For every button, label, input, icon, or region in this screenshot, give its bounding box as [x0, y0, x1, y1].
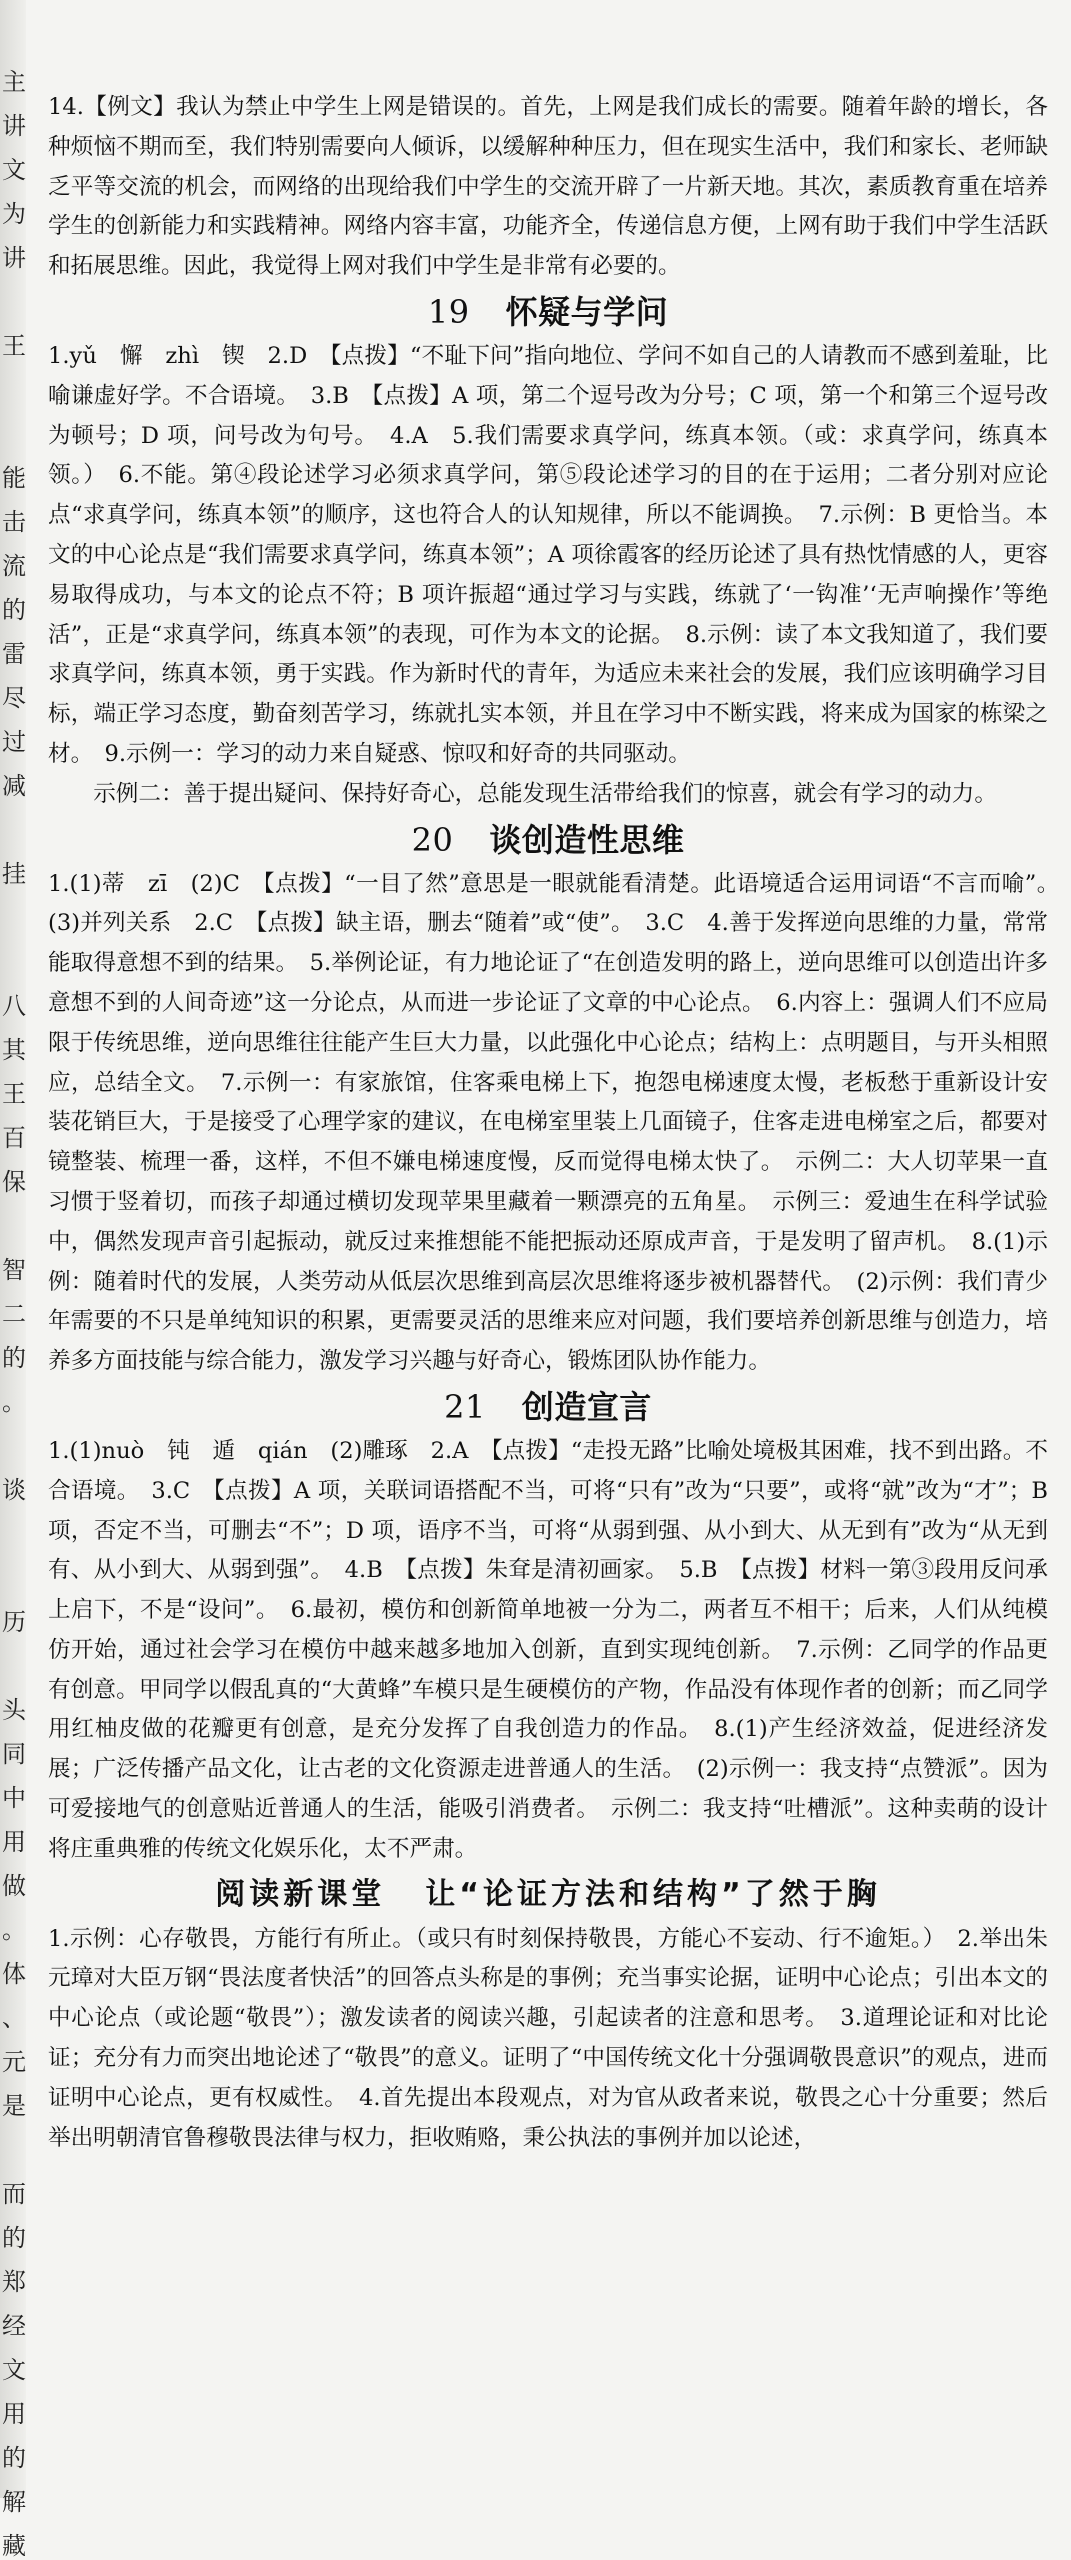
margin-char: 藏: [2, 2532, 26, 2560]
margin-char: 讲: [2, 244, 26, 272]
answer-paragraph-p20: 1.(1)蒂 zī (2)C 【点拨】“一目了然”意思是一眼就能看清楚。此语境适合运用词语“不言而喻”。 (3)并列关系 2.C 【点拨】缺主语，删去“随着”或“使”。 3.C 4.善于发挥逆向思维的力量，常常能取得意想不到的结果。 5.举例论证，有力地论证了“在创造发明的路上，逆向思维可以创造出许多意想不到的人间奇迹”这一分论点，从而进一步论证了文章的中心论点。 6.内容上：强调人们不应局限于传统思维，逆向思维往往能产生巨大力量，以此强化中心论点；结构上：点明题目，与开头相照应，总结全文。 7.示例一：有家旅馆，住客乘电梯上下，抱怨电梯速度太慢，老板愁于重新设计安装花销巨大，于是接受了心理学家的建议，在电梯室里装上几面镜子，住客走进电梯室之后，都要对镜整装、梳理一番，这样，不但不嫌电梯速度慢，反而觉得电梯太快了。 示例二：大人切苹果一直习惯于竖着切，而孩子却通过横切发现苹果里藏着一颗漂亮的五角星。 示例三：爱迪生在科学试验中，偶然发现声音引起振动，就反过来推想能不能把振动还原成声音，于是发明了留声机。 8.(1)示例：随着时代的发展，人类劳动从低层次思维到高层次思维将逐步被机器替代。 (2)示例：我们青少年需要的不只是单纯知识的积累，更需要灵活的思维来应对问题，我们要培养创新思维与创造力，培养多方面技能与综合能力，激发学习兴趣与好奇心，锻炼团队协作能力。: [48, 870, 1071, 1375]
margin-char: 是: [2, 2092, 26, 2120]
margin-char: 文: [2, 156, 26, 184]
section-number: 19: [427, 292, 470, 331]
margin-char: 击: [2, 508, 26, 536]
margin-char: 挂: [2, 860, 26, 888]
margin-char: 主: [2, 68, 26, 96]
answer-paragraph-p19b: 示例二：善于提出疑问、保持好奇心，总能发现生活带给我们的惊喜，就会有学习的动力。: [93, 780, 997, 807]
margin-char: 头: [2, 1696, 26, 1724]
margin-char: 解: [2, 2488, 26, 2516]
answer-content: [48, 88, 1071, 2158]
margin-char: 讲: [2, 112, 26, 140]
margin-char: 智: [2, 1256, 26, 1284]
margin-char: 。: [2, 1388, 26, 1416]
margin-char: 的: [2, 1344, 26, 1372]
section-number: 20: [411, 820, 454, 859]
answer-paragraph-p19a: 1.yǔ 懈 zhì 锲 2.D 【点拨】“不耻下问”指向地位、学问不如自己的人请教而不感到羞耻，比喻谦虚好学。不合语境。 3.B 【点拨】A 项，第二个逗号改为分号；C 项，第一个和第三个逗号改为顿号；D 项，问号改为句号。 4.A 5.我们需要求真学问，练真本领。（或：求真学问，练真本领。） 6.不能。第④段论述学习必须求真学问，第⑤段论述学习的目的在于运用；二者分别对应论点“求真学问，练真本领”的顺序，这也符合人的认知规律，所以不能调换。 7.示例：B 更恰当。本文的中心论点是“我们需要求真学问，练真本领”；A 项徐霞客的经历论述了具有热忱情感的人，更容易取得成功，与本文的论点不符；B 项许振超“通过学习与实践，练就了‘一钩准’‘无声响操作’等绝活”，正是“求真学问，练真本领”的表现，可作为本文的论据。 8.示例：读了本文我知道了，我们要求真学问，练真本领，勇于实践。作为新时代的青年，为适应未来社会的发展，我们应该明确学习目标，端正学习态度，勤奋刻苦学习，练就扎实本领，并且在学习中不断实践，将来成为国家的栋梁之材。 9.示例一：学习的动力来自疑惑、惊叹和好奇的共同驱动。: [48, 342, 1048, 767]
margin-char: 王: [2, 1080, 26, 1108]
section-title: 怀疑与学问: [505, 292, 669, 331]
answer-paragraph-p14: 14.【例文】我认为禁止中学生上网是错误的。首先，上网是我们成长的需要。随着年龄的增长，各种烦恼不期而至，我们特别需要向人倾诉，以缓解种种压力，但在现实生活中，我们和家长、老师缺乏平等交流的机会，而网络的出现给我们中学生的交流开辟了一片新天地。其次，素质教育重在培养学生的创新能力和实践精神。网络内容丰富，功能齐全，传递信息方便，上网有助于我们中学生活跃和拓展思维。因此，我觉得上网对我们中学生是非常有必要的。: [48, 94, 1048, 280]
margin-char: 的: [2, 2224, 26, 2252]
section-title: 创造宣言: [521, 1387, 652, 1426]
margin-char: 百: [2, 1124, 26, 1152]
margin-char: 尽: [2, 684, 26, 712]
margin-char: 用: [2, 2400, 26, 2428]
margin-char: 。: [2, 1916, 26, 1944]
margin-char: 二: [2, 1300, 26, 1328]
margin-char: 而: [2, 2180, 26, 2208]
section-heading-h21: [48, 1382, 1048, 1432]
margin-char: 其: [2, 1036, 26, 1064]
margin-char: 保: [2, 1168, 26, 1196]
margin-char: 减: [2, 772, 26, 800]
margin-char: 元: [2, 2048, 26, 2076]
margin-char: 体: [2, 1960, 26, 1988]
margin-char: 郑: [2, 2268, 26, 2296]
margin-char: 做: [2, 1872, 26, 1900]
answer-paragraph-p21: 1.(1)nuò 钝 遁 qián (2)雕琢 2.A 【点拨】“走投无路”比喻处境极其困难，找不到出路。不合语境。 3.C 【点拨】A 项，关联词语搭配不当，可将“只有”改为“只要”，或将“就”改为“才”；B 项，否定不当，可删去“不”；D 项，语序不当，可将“从弱到强、从小到大、从无到有”改为“从无到有、从小到大、从弱到强”。 4.B 【点拨】朱耷是清初画家。 5.B 【点拨】材料一第③段用反问承上启下，不是“设问”。 6.最初，模仿和创新简单地被一分为二，两者互不相干；后来，人们从纯模仿开始，通过社会学习在模仿中越来越多地加入创新，直到实现纯创新。 7.示例：乙同学的作品更有创意。甲同学以假乱真的“大黄蜂”车模只是生硬模仿的产物，作品没有体现作者的创新；而乙同学用红柚皮做的花瓣更有创意，是充分发挥了自我创造力的作品。 8.(1)产生经济效益，促进经济发展；广泛传播产品文化，让古老的文化资源走进普通人的生活。 (2)示例一：我支持“点赞派”。因为可爱接地气的创意贴近普通人的生活，能吸引消费者。 示例二：我支持“吐槽派”。这种卖萌的设计将庄重典雅的传统文化娱乐化，太不严肃。: [48, 1437, 1048, 1862]
margin-char: 王: [2, 332, 26, 360]
margin-char: 谈: [2, 1476, 26, 1504]
margin-char: 过: [2, 728, 26, 756]
margin-char: 能: [2, 464, 26, 492]
section-title: 让“论证方法和结构”了然于胸: [425, 1876, 881, 1912]
section-title: 谈创造性思维: [489, 820, 685, 859]
margin-char: 为: [2, 200, 26, 228]
margin-char: 经: [2, 2312, 26, 2340]
margin-char: 用: [2, 1828, 26, 1856]
left-margin-bleed: [0, 0, 26, 2560]
margin-char: 、: [2, 2004, 26, 2032]
answer-paragraph-pR: 1.示例：心存敬畏，方能行有所止。（或只有时刻保持敬畏，方能心不妄动、行不逾矩。） 2.举出朱元璋对大臣万钢“畏法度者快活”的回答点头称是的事例；充当事实论据，证明中心论点；引出本文的中心论点（或论题“敬畏”）；激发读者的阅读兴趣，引起读者的注意和思考。 3.道理论证和对比论证；充分有力而突出地论述了“敬畏”的意义。证明了“中国传统文化十分强调敬畏意识”的观点，进而证明中心论点，更有权威性。 4.首先提出本段观点，对为官从政者来说，敬畏之心十分重要；然后举出明朝清官鲁穆敬畏法律与权力，拒收贿赂，秉公执法的事例并加以论述，: [48, 1925, 1048, 2151]
margin-char: 的: [2, 596, 26, 624]
margin-char: 流: [2, 552, 26, 580]
margin-char: 中: [2, 1784, 26, 1812]
margin-char: 八: [2, 992, 26, 1020]
margin-char: 雷: [2, 640, 26, 668]
section-heading-h19: [48, 287, 1048, 337]
margin-char: 的: [2, 2444, 26, 2472]
section-number: 21: [444, 1387, 486, 1426]
margin-char: 同: [2, 1740, 26, 1768]
section-heading-hR: [48, 1870, 1048, 1920]
section-heading-h20: [48, 815, 1048, 865]
section-prefix: 阅读新课堂: [215, 1876, 386, 1912]
margin-char: 文: [2, 2356, 26, 2384]
margin-char: 历: [2, 1608, 26, 1636]
